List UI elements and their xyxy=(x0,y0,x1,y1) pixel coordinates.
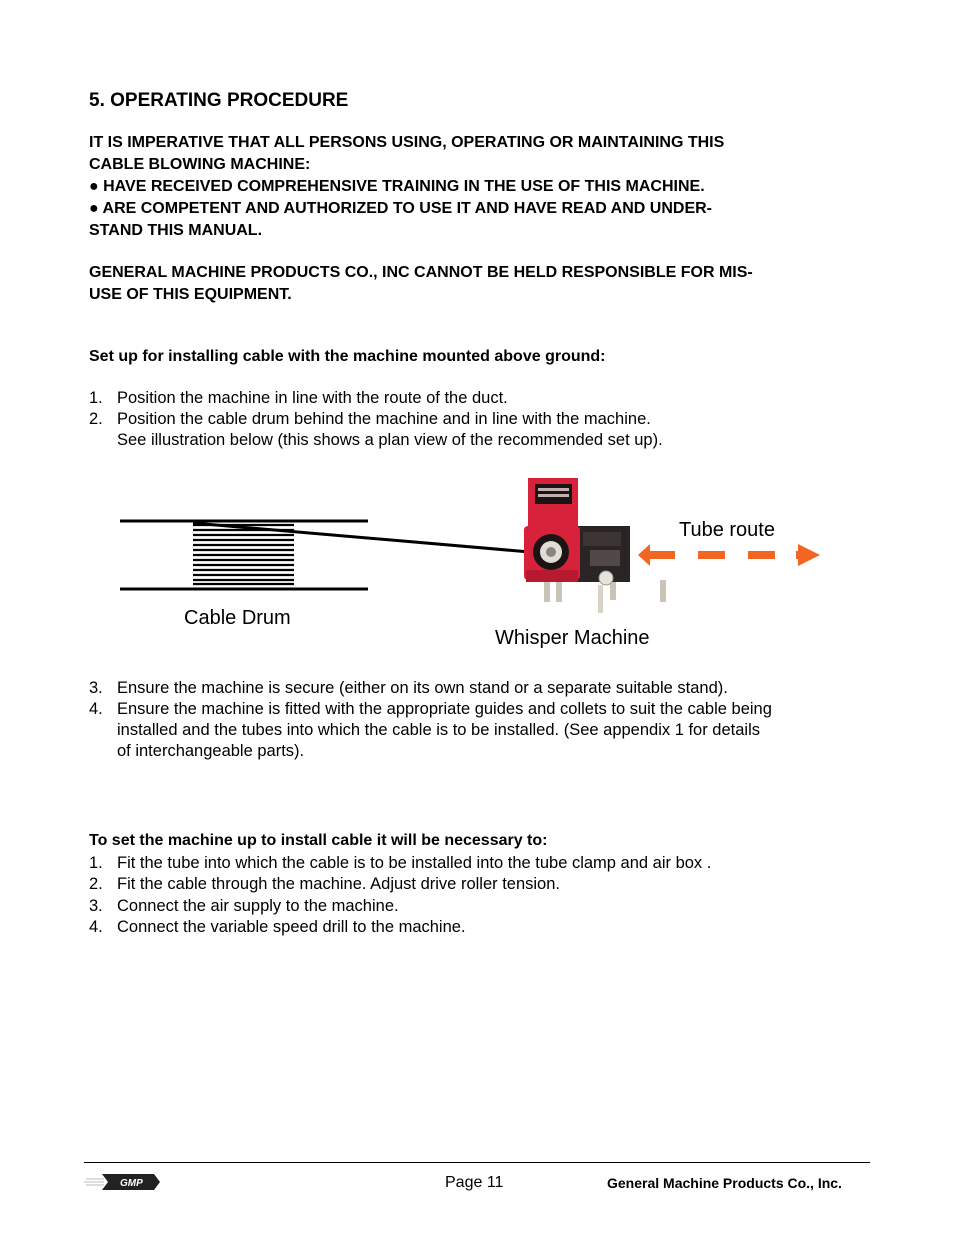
whisper-machine-graphic xyxy=(524,478,666,613)
step-text: Connect the air supply to the machine. xyxy=(117,897,399,915)
step-number: 4. xyxy=(89,700,103,718)
gmp-logo-text: GMP xyxy=(120,1178,143,1189)
tube-route-arrow xyxy=(638,544,820,566)
footer-divider xyxy=(84,1162,870,1163)
step-text: Connect the variable speed drill to the machine. xyxy=(117,918,466,936)
step-number: 1. xyxy=(89,854,103,872)
step-number: 2. xyxy=(89,875,103,893)
whisper-machine-label: Whisper Machine xyxy=(495,627,650,649)
step-text: Position the cable drum behind the machine and in line with the machine. xyxy=(117,410,651,428)
step-number: 1. xyxy=(89,389,103,407)
install-heading: To set the machine up to install cable it will be necessary to: xyxy=(89,832,548,849)
step-text: Ensure the machine is secure (either on its own stand or a separate suitable stand). xyxy=(117,679,728,697)
section-title: 5. OPERATING PROCEDURE xyxy=(89,90,349,111)
gmp-logo-icon xyxy=(84,1171,164,1193)
warning-line-3: ● HAVE RECEIVED COMPREHENSIVE TRAINING IN THE USE OF THIS MACHINE. xyxy=(89,178,705,195)
warning-line-1: IT IS IMPERATIVE THAT ALL PERSONS USING, OPERATING OR MAINTAINING THIS xyxy=(89,134,725,151)
step-text: Fit the cable through the machine. Adjust drive roller tension. xyxy=(117,875,560,893)
step-text: Ensure the machine is fitted with the appropriate guides and collets to suit the cable being xyxy=(117,700,772,718)
step-text: Fit the tube into which the cable is to be installed into the tube clamp and air box . xyxy=(117,854,712,872)
step-text: Position the machine in line with the route of the duct. xyxy=(117,389,508,407)
company-name: General Machine Products Co., Inc. xyxy=(607,1175,842,1191)
cable-drum-label: Cable Drum xyxy=(184,607,291,629)
warning-line-2: CABLE BLOWING MACHINE: xyxy=(89,156,311,173)
disclaimer-line-2: USE OF THIS EQUIPMENT. xyxy=(89,286,292,303)
warning-line-5: STAND THIS MANUAL. xyxy=(89,222,263,239)
step-number: 4. xyxy=(89,918,103,936)
page-number: Page 11 xyxy=(445,1174,504,1191)
tube-route-label: Tube route xyxy=(679,519,775,541)
setup-diagram xyxy=(0,470,954,650)
step-number: 3. xyxy=(89,679,103,697)
setup-step-2-continuation: See illustration below (this shows a plan view of the recommended set up). xyxy=(117,431,663,449)
step-number: 3. xyxy=(89,897,103,915)
disclaimer-line-1: GENERAL MACHINE PRODUCTS CO., INC CANNOT BE HELD RESPONSIBLE FOR MIS- xyxy=(89,264,753,281)
setup-step-4-line-2: installed and the tubes into which the cable is to be installed. (See appendix 1 for details xyxy=(117,721,760,739)
setup-step-4-line-3: of interchangeable parts). xyxy=(117,742,305,760)
step-number: 2. xyxy=(89,410,103,428)
setup-heading: Set up for installing cable with the machine mounted above ground: xyxy=(89,348,606,365)
cable-drum-graphic xyxy=(120,521,530,589)
warning-line-4: ● ARE COMPETENT AND AUTHORIZED TO USE IT AND HAVE READ AND UNDER- xyxy=(89,200,713,217)
